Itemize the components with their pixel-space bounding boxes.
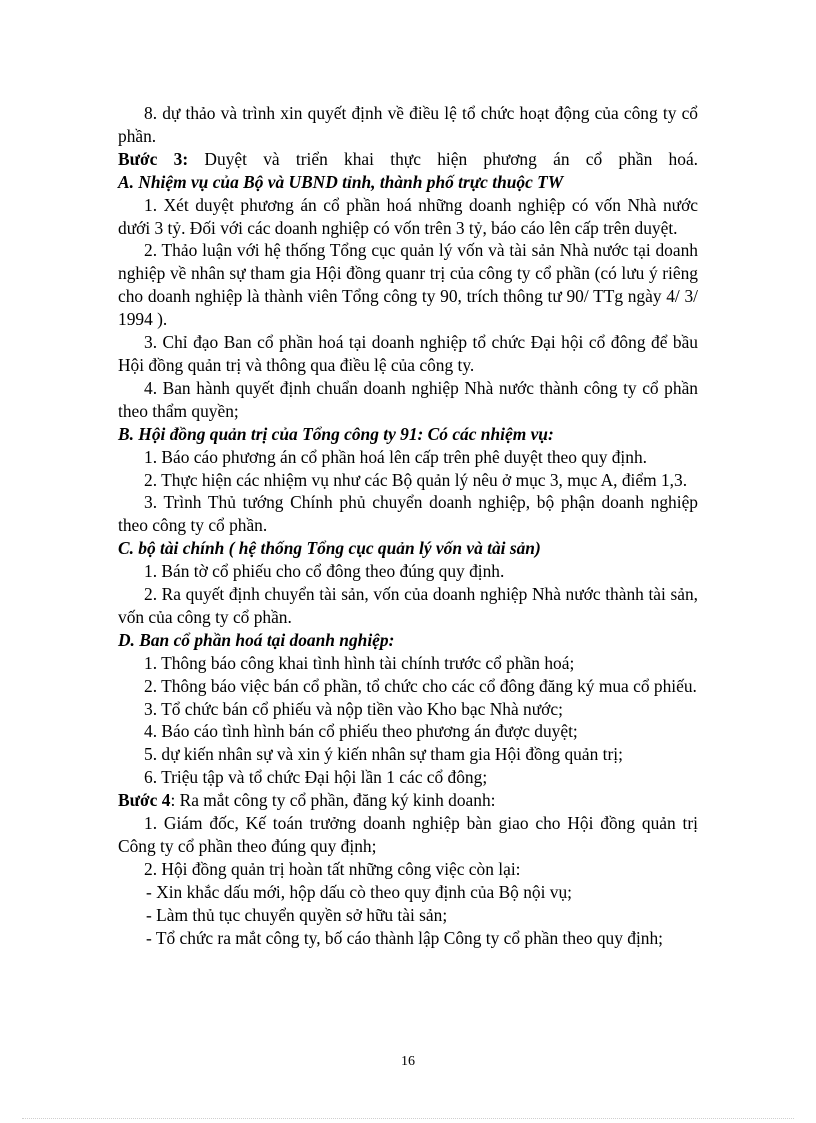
paragraph-text: 3. Trình Thủ tướng Chính phủ chuyển doanh nghiệp, bộ phận doanh nghiệp theo công ty cổ phần.: [118, 492, 698, 536]
paragraph-text: 8. dự thảo và trình xin quyết định về điều lệ tổ chức hoạt động của công ty cổ phần.: [118, 103, 698, 146]
paragraph-text: 1. Thông báo công khai tình hình tài chính trước cổ phần hoá;: [144, 652, 575, 673]
paragraph-text: 1. Giám đốc, Kế toán trưởng doanh nghiệp bàn giao cho Hội đồng quản trị Công ty cổ phần theo đúng quy định;: [118, 813, 698, 856]
paragraph-text: 5. dự kiến nhân sự và xin ý kiến nhân sự tham gia Hội đồng quản trị;: [144, 744, 623, 765]
paragraph: [118, 789, 698, 812]
paragraph-text: 2. Ra quyết định chuyển tài sản, vốn của doanh nghiệp Nhà nước thành tài sản, vốn của công ty cổ phần.: [118, 584, 698, 627]
paragraph-text: Duyệt và triển khai thực hiện phương án cổ phần hoá.: [188, 148, 699, 169]
paragraph: [118, 331, 698, 377]
paragraph-text: : Ra mắt công ty cổ phần, đăng ký kinh doanh:: [170, 790, 496, 811]
section-heading: B. Hội đồng quản trị của Tổng công ty 91: Có các nhiệm vụ:: [118, 423, 554, 444]
paragraph-text: 4. Ban hành quyết định chuẩn doanh nghiệp Nhà nước thành công ty cổ phần theo thẩm quyền;: [118, 377, 698, 421]
section-heading: C. bộ tài chính ( hệ thống Tổng cục quản lý vốn và tài sản): [118, 538, 541, 559]
paragraph: [118, 537, 698, 560]
paragraph: [118, 469, 698, 492]
step-label: Bước 4: [118, 790, 171, 811]
paragraph: [118, 102, 698, 148]
step-label: Bước 3:: [118, 148, 189, 169]
paragraph-text: - Làm thủ tục chuyển quyền sở hữu tài sản;: [146, 904, 448, 925]
paragraph: [118, 423, 698, 446]
paragraph: [118, 904, 698, 927]
paragraph-text: 1. Xét duyệt phương án cổ phần hoá những doanh nghiệp có vốn Nhà nước dưới 3 tỷ. Đối với các doanh nghiệp có vốn trên 3 tỷ, báo cáo lên cấp trên duyệt.: [118, 194, 698, 238]
paragraph-text: 3. Chỉ đạo Ban cổ phần hoá tại doanh nghiệp tổ chức Đại hội cổ đông để bầu Hội đồng quản trị và thông qua điều lệ của công ty.: [118, 332, 698, 375]
paragraph-text: 4. Báo cáo tình hình bán cổ phiếu theo phương án được duyệt;: [144, 721, 578, 742]
paragraph: [118, 698, 698, 721]
paragraph: [118, 171, 698, 194]
paragraph: [118, 446, 698, 469]
paragraph-text: 3. Tổ chức bán cổ phiếu và nộp tiền vào Kho bạc Nhà nước;: [144, 698, 563, 719]
page-number: 16: [401, 1054, 415, 1069]
paragraph-text: 1. Báo cáo phương án cổ phần hoá lên cấp trên phê duyệt theo quy định.: [144, 446, 648, 467]
paragraph: [118, 148, 698, 171]
section-heading: A. Nhiệm vụ của Bộ và UBND tỉnh, thành phố trực thuộc TW: [118, 171, 564, 192]
paragraph-text: 2. Thực hiện các nhiệm vụ như các Bộ quản lý nêu ở mục 3, mục A, điểm 1,3.: [144, 469, 688, 490]
paragraph: [118, 560, 698, 583]
paragraph: [118, 881, 698, 904]
paragraph: [118, 858, 698, 881]
paragraph: [118, 377, 698, 423]
paragraph: [118, 720, 698, 743]
paragraph-text: 6. Triệu tập và tổ chức Đại hội lần 1 các cổ đông;: [144, 767, 488, 788]
paragraph: [118, 652, 698, 675]
document-body: [118, 102, 698, 950]
paragraph: [118, 491, 698, 537]
paragraph-text: 2. Thảo luận với hệ thống Tổng cục quản lý vốn và tài sản Nhà nước tại doanh nghiệp về nhân sự tham gia Hội đồng quanr trị của công ty cổ phần (có lưu ý riêng cho doanh nghiệp là thành viên Tổng công ty 90, trích thông tư 90/ TTg ngày 4/ 3/ 1994 ).: [118, 240, 698, 330]
paragraph: [118, 743, 698, 766]
paragraph: [118, 927, 698, 950]
paragraph-text: 2. Hội đồng quản trị hoàn tất những công việc còn lại:: [144, 858, 521, 879]
paragraph: [118, 675, 698, 698]
paragraph: [118, 629, 698, 652]
paragraph: [118, 766, 698, 789]
paragraph-text: 2. Thông báo việc bán cổ phần, tổ chức cho các cổ đông đăng ký mua cổ phiếu.: [144, 675, 697, 696]
section-heading: D. Ban cổ phần hoá tại doanh nghiệp:: [118, 629, 395, 650]
page-bottom-divider: [22, 1118, 794, 1119]
paragraph-text: - Xin khắc dấu mới, hộp dấu cò theo quy định của Bộ nội vụ;: [146, 881, 573, 902]
paragraph: [118, 812, 698, 858]
paragraph: [118, 194, 698, 240]
paragraph-text: - Tổ chức ra mắt công ty, bố cáo thành lập Công ty cổ phần theo quy định;: [146, 927, 664, 948]
paragraph-text: 1. Bán tờ cổ phiếu cho cổ đông theo đúng quy định.: [144, 561, 505, 582]
paragraph: [118, 583, 698, 629]
paragraph: [118, 239, 698, 331]
